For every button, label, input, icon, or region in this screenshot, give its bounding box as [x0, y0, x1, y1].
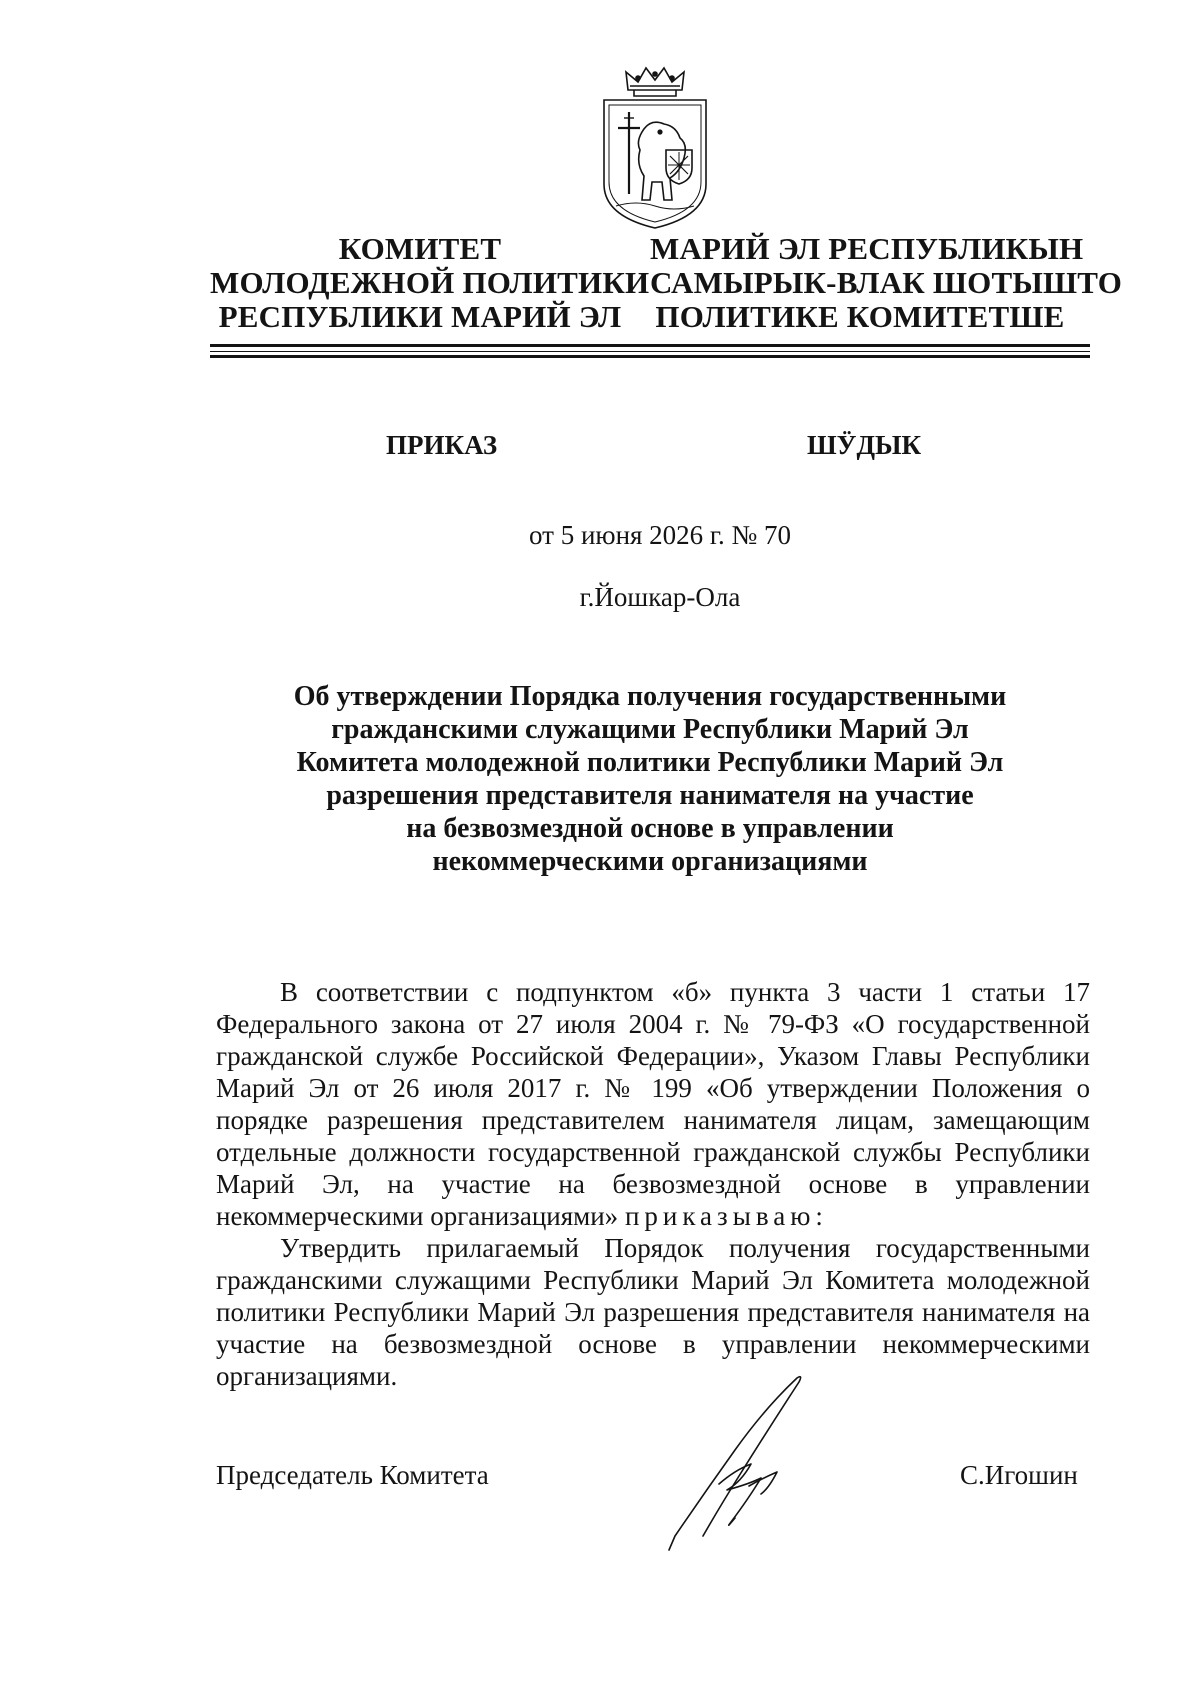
handwritten-signature: [665, 1372, 865, 1557]
signatory-role: Председатель Комитета: [216, 1460, 489, 1490]
document-title: [210, 680, 1090, 878]
org-line: ПОЛИТИКЕ КОМИТЕТШЕ: [655, 299, 1065, 334]
signatory-name: С.Игошин: [960, 1460, 1078, 1490]
title-line: некоммерческими организациями: [432, 846, 868, 877]
paragraph-text: В соответствии с подпунктом «б» пункта 3 части 1 статьи 17 Федерального закона от 27 июля 2004 г. № 79-ФЗ «О государственной гражданской службе Российской Федерации», Указом Главы Республики Марий Эл от 26 июля 2017 г. № 199 «Об утверждении Положения о порядке разрешения представителем нанимателя лицам, замещающим отдельные должности государственной гражданской службы Республики Марий Эл, на участие на безвозмездной основе в управлении некоммерческими организациями»: [216, 977, 1090, 1231]
order-city: г.Йошкар-Ола: [579, 582, 741, 612]
org-line: РЕСПУБЛИКИ МАРИЙ ЭЛ: [218, 299, 622, 334]
body-paragraph: Утвердить прилагаемый Порядок получения государственными гражданскими служащими Республики Марий Эл Комитета молодежной политики Республики Марий Эл разрешения представителя нанимателя на участие на безвозмездной основе в управлении некоммерческими организациями.: [216, 1233, 1090, 1391]
org-line: МОЛОДЕЖНОЙ ПОЛИТИКИ: [210, 265, 650, 300]
org-line: МАРИЙ ЭЛ РЕСПУБЛИКЫН: [650, 231, 1084, 266]
org-name-mari: [650, 231, 1123, 334]
title-line: Об утверждении Порядка получения государственными: [293, 681, 1007, 712]
org-line: САМЫРЫК-ВЛАК ШОТЫШТО: [650, 265, 1123, 300]
coat-of-arms-icon: [596, 66, 714, 230]
title-line: разрешения представителя нанимателя на участие: [326, 780, 974, 811]
order-date-number: от 5 июня 2026 г. № 70: [529, 520, 791, 550]
document-body: [216, 976, 1090, 1392]
order-directive: приказываю:: [624, 1201, 828, 1231]
title-line: на безвозмездной основе в управлении: [406, 813, 894, 844]
header-divider: [210, 344, 1090, 347]
order-label-russian: ПРИКАЗ: [386, 430, 498, 460]
header-divider: [210, 355, 1090, 358]
title-line: гражданскими служащими Республики Марий Эл: [331, 714, 969, 745]
org-line: КОМИТЕТ: [338, 231, 502, 266]
order-label-mari: ШӰДЫК: [807, 430, 922, 460]
title-line: Комитета молодежной политики Республики Марий Эл: [296, 747, 1004, 778]
header-divider: [210, 351, 1090, 352]
org-name-russian: [210, 231, 650, 334]
body-paragraph: [216, 976, 1090, 1232]
